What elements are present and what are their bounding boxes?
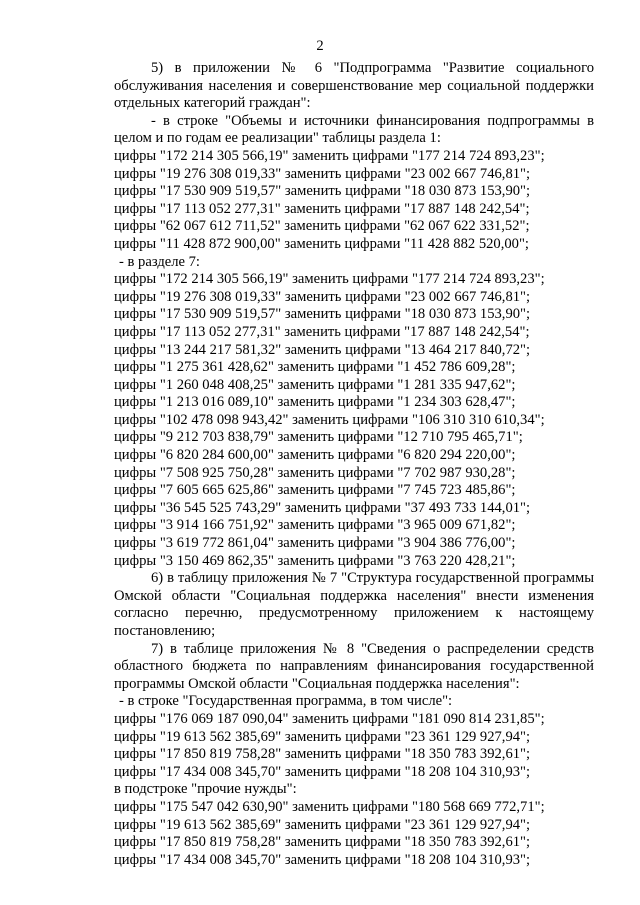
- list-item: цифры "3 619 772 861,04" заменить цифрами "3 904 386 776,00";: [114, 535, 516, 552]
- list-item: цифры "17 434 008 345,70" заменить цифрами "18 208 104 310,93";: [114, 763, 531, 780]
- list-item: цифры "19 276 308 019,33" заменить цифрами "23 002 667 746,81";: [114, 165, 531, 182]
- list-item: цифры "6 820 284 600,00" заменить цифрами "6 820 294 220,00";: [114, 447, 516, 464]
- list-item: цифры "11 428 872 900,00" заменить цифрами "11 428 882 520,00";: [114, 235, 529, 252]
- list-item: цифры "1 213 016 089,10" заменить цифрами "1 234 303 628,47";: [114, 394, 516, 411]
- section-7-row2-list: [114, 799, 594, 869]
- list-item: цифры "102 478 098 943,42" заменить цифрами "106 310 310 610,34";: [114, 411, 545, 428]
- section-7-intro: 7) в таблице приложения № 8 "Сведения о распределении средств областного бюджета по направлениям финансирования государственной программы Омской области "Социальная поддержка населения":: [114, 640, 594, 692]
- section-5-intro: 5) в приложении № 6 "Подпрограмма "Развитие социального обслуживания населения и совершенствование мер социальной поддержки отдельных категорий граждан":: [114, 60, 594, 112]
- page-number: 2: [316, 38, 324, 54]
- list-item: цифры "172 214 305 566,19" заменить цифрами "177 214 724 893,23";: [114, 147, 545, 164]
- list-item: цифры "9 212 703 838,79" заменить цифрами "12 710 795 465,71";: [114, 429, 523, 446]
- section-7-row1-intro: - в строке "Государственная программа, в том числе":: [119, 693, 453, 710]
- list-item: цифры "3 914 166 751,92" заменить цифрами "3 965 009 671,82";: [114, 517, 516, 534]
- list-item: цифры "1 275 361 428,62" заменить цифрами "1 452 786 609,28";: [114, 359, 516, 376]
- section-7-row1-list: [114, 711, 594, 781]
- list-item: цифры "7 605 665 625,86" заменить цифрами "7 745 723 485,86";: [114, 482, 516, 499]
- document-body: [114, 60, 594, 869]
- list-item: цифры "17 850 819 758,28" заменить цифрами "18 350 783 392,61";: [114, 834, 531, 851]
- section-7-row2-intro: в подстроке "прочие нужды":: [114, 781, 297, 798]
- list-item: цифры "19 276 308 019,33" заменить цифрами "23 002 667 746,81";: [114, 288, 531, 305]
- section-6-text: 6) в таблицу приложения № 7 "Структура государственной программы Омской области "Социальная поддержка населения" внести изменения согласно перечню, предусмотренному приложением к настоящему постановлению;: [114, 570, 594, 639]
- list-item: цифры "36 545 525 743,29" заменить цифрами "37 493 733 144,01";: [114, 499, 531, 516]
- list-item: цифры "17 434 008 345,70" заменить цифрами "18 208 104 310,93";: [114, 851, 531, 868]
- section-5-section7-intro: - в разделе 7:: [119, 253, 200, 270]
- list-item: цифры "62 067 612 711,52" заменить цифрами "62 067 622 331,52";: [114, 218, 530, 235]
- section-5-table1-intro: - в строке "Объемы и источники финансирования подпрограммы в целом и по годам ее реализации" таблицы раздела 1:: [114, 112, 594, 147]
- list-item: цифры "17 530 909 519,57" заменить цифрами "18 030 873 153,90";: [114, 306, 531, 323]
- list-item: цифры "176 069 187 090,04" заменить цифрами "181 090 814 231,85";: [114, 710, 545, 727]
- list-item: цифры "17 530 909 519,57" заменить цифрами "18 030 873 153,90";: [114, 183, 531, 200]
- list-item: цифры "17 113 052 277,31" заменить цифрами "17 887 148 242,54";: [114, 200, 530, 217]
- section-5-section7-list: [114, 271, 594, 570]
- list-item: цифры "19 613 562 385,69" заменить цифрами "23 361 129 927,94";: [114, 728, 531, 745]
- list-item: цифры "1 260 048 408,25" заменить цифрами "1 281 335 947,62";: [114, 376, 516, 393]
- list-item: цифры "17 113 052 277,31" заменить цифрами "17 887 148 242,54";: [114, 323, 530, 340]
- list-item: цифры "3 150 469 862,35" заменить цифрами "3 763 220 428,21";: [114, 552, 516, 569]
- list-item: цифры "17 850 819 758,28" заменить цифрами "18 350 783 392,61";: [114, 746, 531, 763]
- list-item: цифры "13 244 217 581,32" заменить цифрами "13 464 217 840,72";: [114, 341, 531, 358]
- list-item: цифры "19 613 562 385,69" заменить цифрами "23 361 129 927,94";: [114, 816, 531, 833]
- list-item: цифры "7 508 925 750,28" заменить цифрами "7 702 987 930,28";: [114, 464, 516, 481]
- section-5-table1-list: [114, 148, 594, 254]
- list-item: цифры "172 214 305 566,19" заменить цифрами "177 214 724 893,23";: [114, 271, 545, 288]
- list-item: цифры "175 547 042 630,90" заменить цифрами "180 568 669 772,71";: [114, 798, 545, 815]
